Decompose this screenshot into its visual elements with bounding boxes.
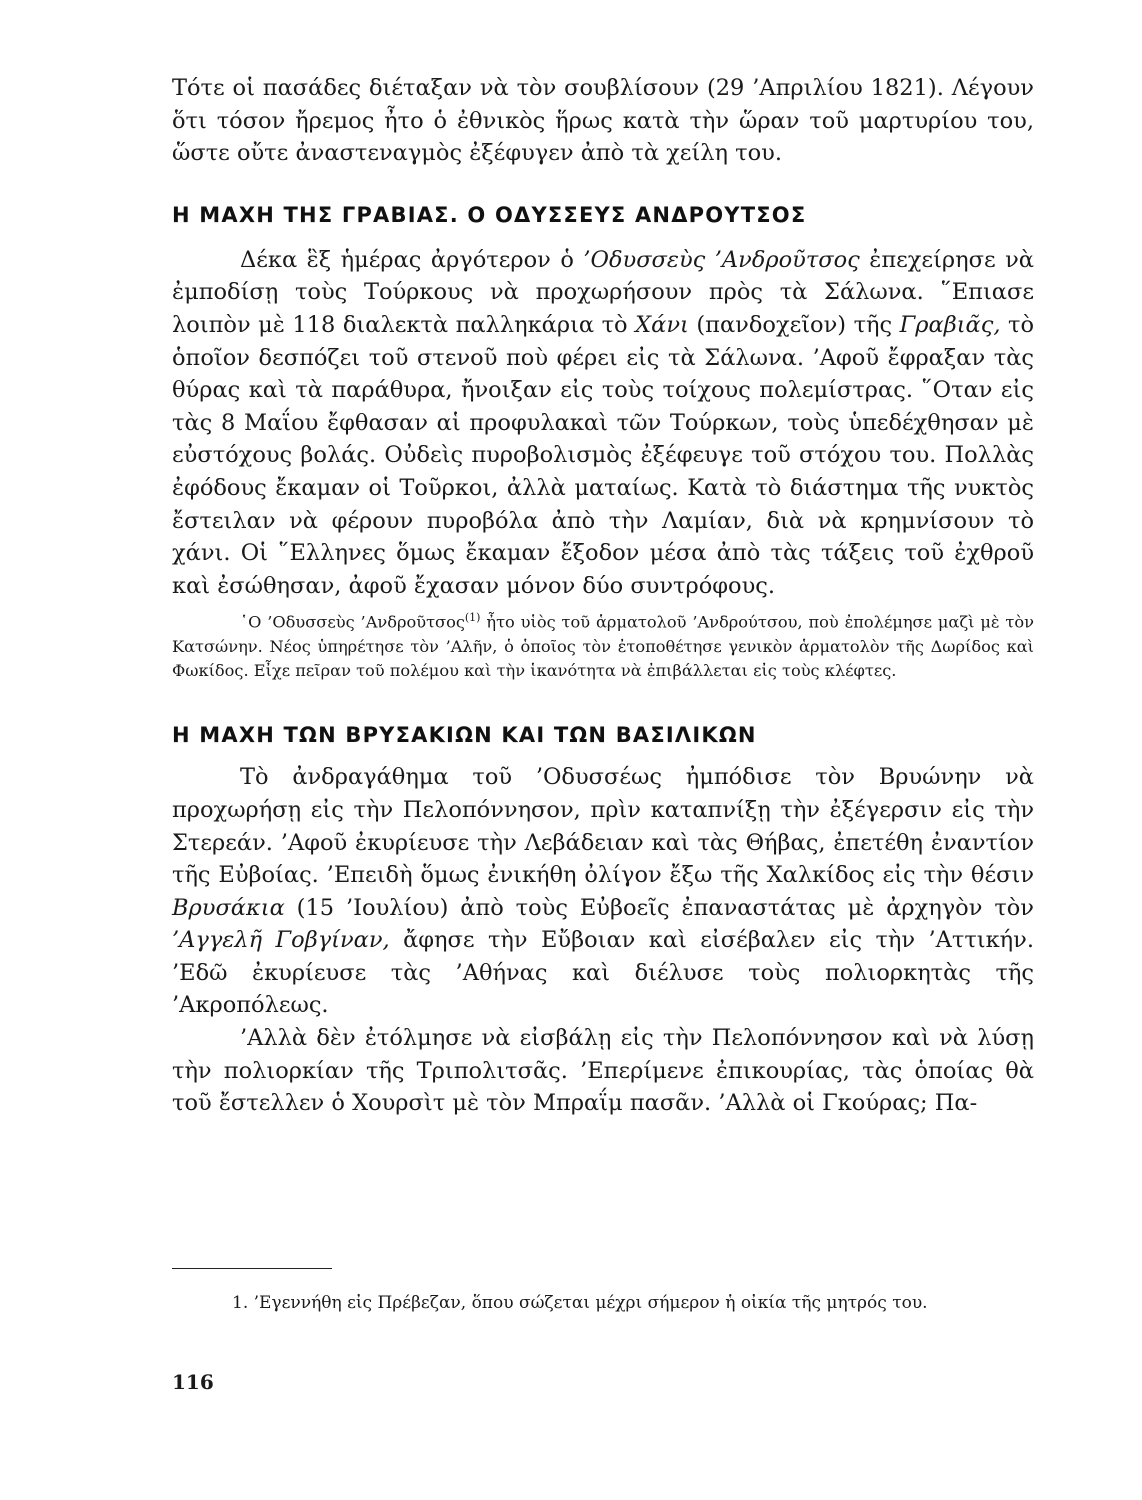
text-span: (15 ’Ιουλίου) ἀπὸ τοὺς Εὐβοεῖς ἐπαναστάτας μὲ ἀρχηγὸν τὸν — [284, 894, 1034, 921]
paragraph-gravia — [172, 244, 1034, 603]
section-heading-vrysakia: Η ΜΑΧΗ ΤΩΝ ΒΡΥΣΑΚΙΩΝ ΚΑΙ ΤΩΝ ΒΑΣΙΛΙΚΩΝ — [172, 723, 757, 748]
paragraph-execution: Τότε οἱ πασάδες διέταξαν νὰ τὸν σουβλίσουν (29 ’Απριλίου 1821). Λέγουν ὅτι τόσον ἤρεμος ἦτο ὁ ἐθνικὸς ἥρως κατὰ τὴν ὥραν τοῦ μαρτυρίου του, ὥστε οὔτε ἀναστεναγμὸς ἐξέφυγεν ἀπὸ τὰ χείλη του. — [172, 75, 1034, 167]
italic-name: Βρυσάκια — [172, 894, 285, 921]
biographical-note — [172, 606, 1034, 683]
footnote: 1. ’Εγεννήθη εἰς Πρέβεζαν, ὅπου σώζεται μέχρι σήμερον ἡ οἰκία τῆς μητρός του. — [232, 1293, 928, 1313]
paragraph-peloponnese: ’Αλλὰ δὲν ἐτόλμησε νὰ εἰσβάλῃ εἰς τὴν Πελοπόννησον καὶ νὰ λύσῃ τὴν πολιορκίαν τῆς Τριπολιτσᾶς. ’Επερίμενε ἐπικουρίας, τὰς ὁποίας θὰ τοῦ ἔστελλεν ὁ Χουρσὶτ μὲ τὸν Μπραΐμ πασᾶν. ’Αλλὰ οἱ Γκούρας; Πα- — [172, 1025, 1034, 1117]
text-span: Δέκα ἓξ ἡμέρας ἀργότερον ὁ — [240, 246, 584, 273]
page-number: 116 — [172, 1370, 214, 1394]
text-span: ἐπεχείρησε νὰ ἐμποδίσῃ τοὺς Τούρκους νὰ προχωρήσουν πρὸς τὰ Σάλωνα. ῞Επιασε λοιπὸν μὲ 118 διαλεκτὰ παλληκάρια τὸ — [172, 246, 1034, 338]
section-heading-gravia: Η ΜΑΧΗ ΤΗΣ ΓΡΑΒΙΑΣ. Ο ΟΔΥΣΣΕΥΣ ΑΝΔΡΟΥΤΣΟΣ — [172, 202, 807, 227]
italic-name: Γραβιᾶς, — [899, 311, 1001, 338]
italic-name: Χάνι — [635, 311, 689, 338]
text-span: Τὸ ἀνδραγάθημα τοῦ ’Οδυσσέως ἠμπόδισε τὸν Βρυώνην νὰ προχωρήσῃ εἰς τὴν Πελοπόννησον, πρὶν καταπνίξῃ τὴν ἐξέγερσιν εἰς τὴν Στερεάν. ’Αφοῦ ἐκυρίευσε τὴν Λεβάδειαν καὶ τὰς Θήβας, ἐπετέθη ἐναντίον τῆς Εὐβοίας. ’Επειδὴ ὅμως ἐνικήθη ὀλίγον ἔξω τῆς Χαλκίδος εἰς τὴν θέσιν — [172, 764, 1034, 889]
footnote-reference: (1) — [464, 611, 481, 625]
text-span: ἦτο υἱὸς τοῦ ἁρματολοῦ ’Ανδρούτσου, ποὺ ἐπολέμησε μαζὶ μὲ τὸν Κατσώνην. Νέος ὑπηρέτησε τὸν ’Αλῆν, ὁ ὁποῖος τὸν ἐτοποθέτησε γενικὸν ἁρματολὸν τῆς Δωρίδος καὶ Φωκίδος. Εἶχε πεῖραν τοῦ πολέμου καὶ τὴν ἱκανότητα νὰ ἐπιβάλλεται εἰς τοὺς κλέφτες. — [172, 612, 1034, 681]
text-span: ἄφησε τὴν Εὔβοιαν καὶ εἰσέβαλεν εἰς τὴν ’Αττικήν. ’Εδῶ ἐκυρίευσε τὰς ’Αθήνας καὶ διέλυσε τοὺς πολιορκητὰς τῆς ’Ακροπόλεως. — [172, 927, 1034, 1019]
text-span: ῾Ο ’Οδυσσεὺς ’Ανδροῦτσος — [240, 612, 465, 632]
text-span: τὸ ὁποῖον δεσπόζει τοῦ στενοῦ ποὺ φέρει εἰς τὰ Σάλωνα. ’Αφοῦ ἔφραξαν τὰς θύρας καὶ τὰ παράθυρα, ἤνοιξαν εἰς τοὺς τοίχους πολεμίστρας. ῞Οταν εἰς τὰς 8 Μαΐου ἔφθασαν αἱ προφυλακαὶ τῶν Τούρκων, τοὺς ὑπεδέχθησαν μὲ εὐστόχους βολάς. Οὐδεὶς πυροβολισμὸς ἐξέφευγε τοῦ στόχου του. Πολλὰς ἐφόδους ἔκαμαν οἱ Τοῦρκοι, ἀλλὰ ματαίως. Κατὰ τὸ διάστημα τῆς νυκτὸς ἔστειλαν νὰ φέρουν πυροβόλα ἀπὸ τὴν Λαμίαν, διὰ νὰ κρημνίσουν τὸ χάνι. Οἱ ῞Ελληνες ὅμως ἔκαμαν ἔξοδον μέσα ἀπὸ τὰς τάξεις τοῦ ἐχθροῦ καὶ ἐσώθησαν, ἀφοῦ ἔχασαν μόνον δύο συντρόφους. — [172, 311, 1034, 599]
italic-name: ’Αγγελῆ Γοβγίναν, — [172, 927, 390, 954]
paragraph-vrysakia — [172, 761, 1034, 1022]
text-span: (πανδοχεῖον) τῆς — [688, 311, 900, 338]
italic-name: ’Οδυσσεὺς ’Ανδροῦτσος — [583, 246, 860, 273]
footnote-divider — [172, 1268, 332, 1269]
